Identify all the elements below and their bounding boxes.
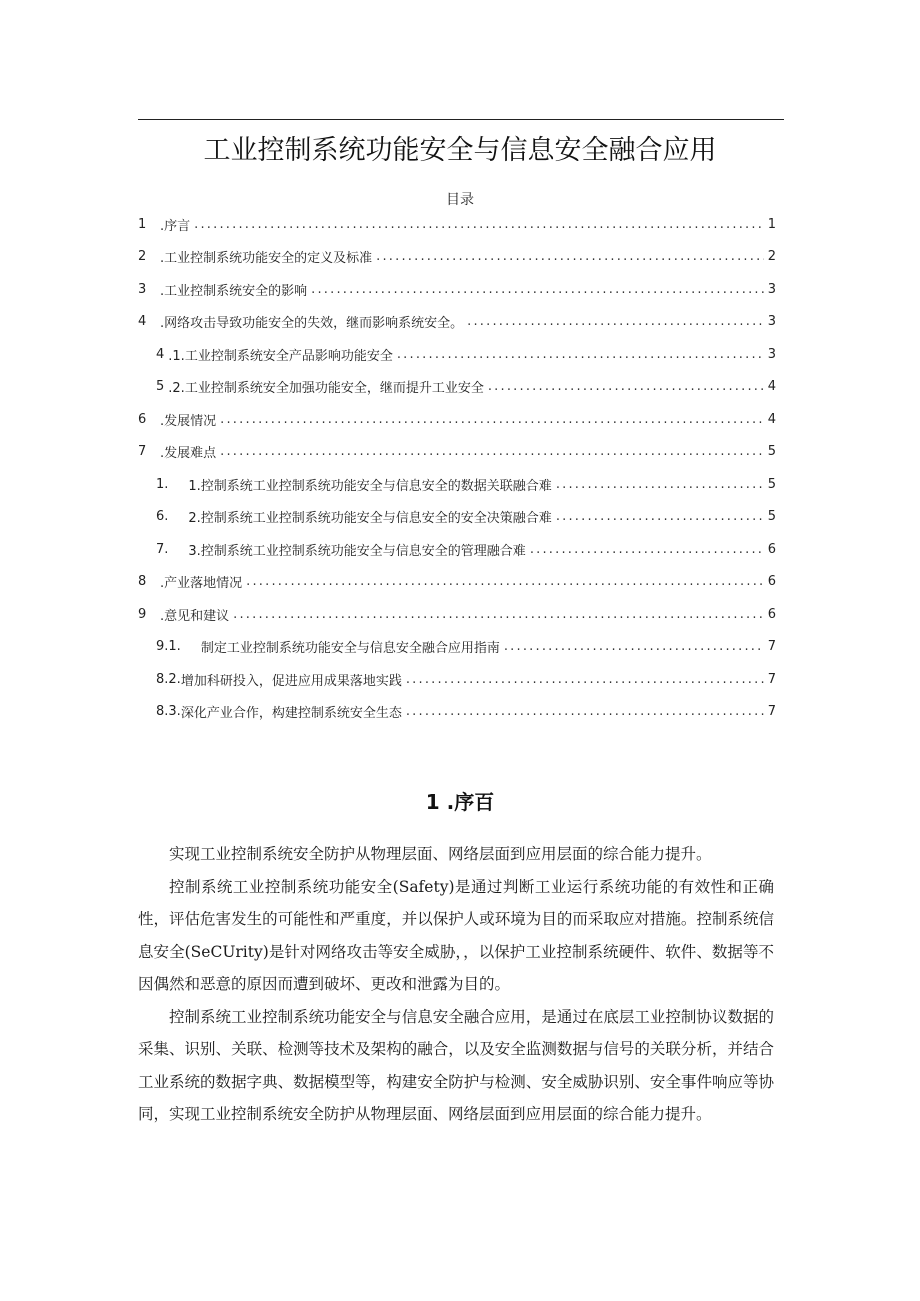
toc-entry-number: 4	[156, 346, 165, 362]
toc-dot-leader	[397, 347, 764, 362]
toc-entry-number: 2	[138, 249, 147, 265]
toc-entry[interactable]	[138, 566, 776, 599]
toc-entry[interactable]	[138, 468, 776, 501]
toc-entry-page: 6	[767, 606, 776, 622]
toc-dot-leader	[530, 542, 764, 557]
toc-entry[interactable]	[138, 436, 776, 469]
toc-entry-number: 3	[138, 281, 147, 297]
toc-dot-leader	[406, 704, 764, 719]
toc-entry-label: 增加科研投入，促进应用成果落地实践	[180, 673, 402, 689]
body-paragraph: 控制系统工业控制系统功能安全(Safety)是通过判断工业运行系统功能的有效性和正确性，评估危害发生的可能性和严重度，并以保护人或环境为目的而采取应对措施。控制系统信息安全(SeCUrity)是针对网络攻击等安全威胁，，以保护工业控制系统硬件、软件、数据等不因偶然和恶意的原因而遭到破坏、更改和泄露为目的。	[138, 877, 774, 993]
toc-entry-page: 5	[767, 509, 776, 525]
toc-entry-number: 1	[138, 216, 147, 232]
toc-entry-label: .发展难点	[160, 446, 217, 462]
toc-entry-label: .工业控制系统安全的影响	[160, 283, 308, 299]
toc-entry-number: 5	[156, 379, 165, 395]
toc-entry[interactable]	[138, 371, 776, 404]
toc-entry-label: .1.工业控制系统安全产品影响功能安全	[168, 348, 393, 364]
toc-entry-page: 5	[767, 444, 776, 460]
toc-entry[interactable]	[138, 631, 776, 664]
toc-dot-leader	[246, 574, 764, 589]
toc-entry-number: 7	[138, 444, 147, 460]
toc-entry-label: .发展情况	[160, 413, 217, 429]
toc-entry-label: 制定工业控制系统功能安全与信息安全融合应用指南	[200, 641, 500, 657]
toc-dot-leader	[220, 412, 764, 427]
toc-entry[interactable]	[138, 208, 776, 241]
toc-entry-label: .产业落地情况	[160, 576, 243, 592]
toc-entry-number: 6	[138, 411, 147, 427]
toc-entry-number: 8.2.	[156, 671, 181, 687]
toc-entry-number: 6.	[156, 509, 169, 525]
toc-dot-leader	[406, 672, 764, 687]
toc-dot-leader	[311, 282, 764, 297]
body-paragraph: 控制系统工业控制系统功能安全与信息安全融合应用，是通过在底层工业控制协议数据的采集、识别、关联、检测等技术及架构的融合，以及安全监测数据与信号的关联分析，并结合工业系统的数据字典、数据模型等，构建安全防护与检测、安全威胁识别、安全事件响应等协同，实现工业控制系统安全防护从物理层面、网络层面到应用层面的综合能力提升。	[138, 1007, 774, 1123]
toc-entry-page: 2	[767, 249, 776, 265]
toc-entry-page: 5	[767, 476, 776, 492]
toc-entry-page: 7	[767, 704, 776, 720]
toc-entry-label: 1.控制系统工业控制系统功能安全与信息安全的数据关联融合难	[188, 478, 552, 494]
document-title: 工业控制系统功能安全与信息安全融合应用	[203, 135, 717, 166]
toc-entry[interactable]	[138, 306, 776, 339]
toc-dot-leader	[467, 314, 764, 329]
toc-entry-label: .序言	[160, 218, 191, 234]
toc-entry[interactable]	[138, 696, 776, 729]
header-rule	[138, 119, 784, 120]
table-of-contents	[138, 208, 776, 728]
toc-entry[interactable]	[138, 598, 776, 631]
toc-entry[interactable]	[138, 533, 776, 566]
toc-entry-label: 3.控制系统工业控制系统功能安全与信息安全的管理融合难	[188, 543, 526, 559]
toc-dot-leader	[556, 509, 764, 524]
toc-entry-label: .工业控制系统功能安全的定义及标准	[160, 251, 373, 267]
toc-entry-page: 6	[767, 574, 776, 590]
toc-entry[interactable]	[138, 273, 776, 306]
toc-entry-label: .意见和建议	[160, 608, 230, 624]
toc-entry[interactable]	[138, 403, 776, 436]
body-paragraph: 实现工业控制系统安全防护从物理层面、网络层面到应用层面的综合能力提升。	[169, 845, 712, 863]
toc-dot-leader	[376, 249, 764, 264]
toc-entry-label: 深化产业合作，构建控制系统安全生态	[180, 706, 402, 722]
toc-entry-page: 7	[767, 639, 776, 655]
toc-heading: 目录	[446, 192, 474, 208]
toc-entry-page: 3	[767, 314, 776, 330]
toc-entry[interactable]	[138, 501, 776, 534]
section-heading: 1 .序百	[425, 790, 495, 814]
toc-entry-page: 4	[767, 411, 776, 427]
toc-dot-leader	[556, 477, 764, 492]
toc-entry-number: 1.	[156, 476, 169, 492]
toc-entry-label: .网络攻击导致功能安全的失效，继而影响系统安全。	[160, 316, 464, 332]
toc-entry[interactable]	[138, 338, 776, 371]
toc-entry-number: 9	[138, 606, 147, 622]
toc-entry-number: 8.3.	[156, 704, 181, 720]
toc-entry-page: 3	[767, 281, 776, 297]
toc-entry-page: 1	[767, 216, 776, 232]
toc-entry-page: 4	[767, 379, 776, 395]
toc-entry-number: 7.	[156, 541, 169, 557]
toc-entry-number: 8	[138, 574, 147, 590]
toc-entry-number: 9.1.	[156, 639, 181, 655]
toc-entry-page: 7	[767, 671, 776, 687]
section-body	[138, 838, 774, 1131]
toc-entry-number: 4	[138, 314, 147, 330]
toc-dot-leader	[233, 607, 764, 622]
toc-entry-page: 3	[767, 346, 776, 362]
toc-entry[interactable]	[138, 241, 776, 274]
toc-entry-label: 2.控制系统工业控制系统功能安全与信息安全的安全决策融合难	[188, 511, 552, 527]
toc-entry-page: 6	[767, 541, 776, 557]
toc-dot-leader	[194, 217, 764, 232]
toc-dot-leader	[488, 379, 764, 394]
toc-entry[interactable]	[138, 663, 776, 696]
toc-dot-leader	[220, 444, 764, 459]
toc-entry-label: .2.工业控制系统安全加强功能安全，继而提升工业安全	[168, 381, 484, 397]
toc-dot-leader	[504, 639, 764, 654]
